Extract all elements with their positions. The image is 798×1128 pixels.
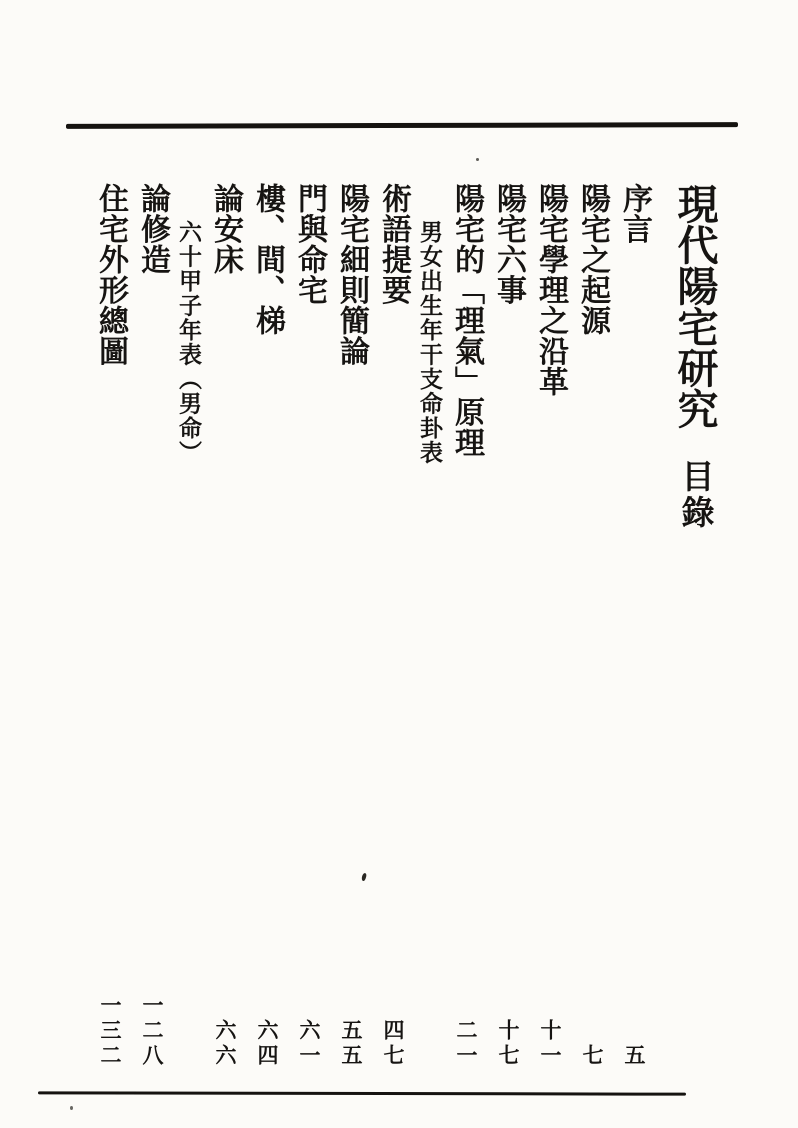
toc-entries xyxy=(89,183,655,1070)
toc-entry-title: 陽宅學理之沿革 xyxy=(534,183,567,397)
toc-heading: 目錄 xyxy=(676,459,713,531)
toc-entry-page-number: 十一 xyxy=(538,1019,562,1069)
toc-entry xyxy=(445,183,487,1070)
toc-entry-page-number: 六四 xyxy=(255,1019,279,1069)
toc-entry xyxy=(89,183,131,1070)
toc-entry xyxy=(487,183,529,1070)
bottom-rule xyxy=(38,1091,686,1095)
toc-entry xyxy=(288,183,330,1070)
scan-speck xyxy=(476,158,479,161)
toc-entry-title: 序言 xyxy=(618,183,651,244)
toc-entry-title: 樓、間、梯 xyxy=(251,183,284,336)
title-column xyxy=(655,183,735,1070)
toc-entry-page-number: 五五 xyxy=(339,1019,363,1069)
toc-entry-title: 六十甲子年表（男命） xyxy=(176,220,201,465)
toc-entry-page-number: 五 xyxy=(622,1044,646,1069)
toc-entry xyxy=(414,183,445,1070)
toc-entry-title: 陽宅細則簡論 xyxy=(335,183,368,366)
book-title: 現代陽宅研究 xyxy=(671,183,718,429)
toc-entry xyxy=(529,183,571,1070)
toc-entry-title: 男女出生年干支命卦表 xyxy=(417,220,442,465)
toc-entry xyxy=(204,183,246,1070)
toc-entry-page-number: 十七 xyxy=(496,1019,520,1069)
toc-entry xyxy=(330,183,372,1070)
toc-entry xyxy=(613,183,655,1070)
toc-entry-page-number: 一三二 xyxy=(98,994,122,1069)
toc-entry-title: 術語提要 xyxy=(377,183,410,305)
scan-speck xyxy=(70,1106,73,1110)
toc-entry xyxy=(173,183,204,1070)
toc-entry xyxy=(372,183,414,1070)
toc-entry xyxy=(571,183,613,1070)
toc-entry-page-number: 一二八 xyxy=(140,994,164,1069)
toc-entry-page-number: 四七 xyxy=(381,1019,405,1069)
toc-entry-title: 陽宅六事 xyxy=(492,183,525,305)
toc-entry xyxy=(131,183,173,1070)
toc-body xyxy=(89,183,735,1070)
toc-entry-title: 門與命宅 xyxy=(293,183,326,305)
toc-entry-title: 陽宅之起源 xyxy=(576,183,609,336)
top-rule xyxy=(66,122,738,129)
toc-entry-title: 論修造 xyxy=(136,183,169,275)
toc-entry-page-number: 六一 xyxy=(297,1019,321,1069)
toc-entry xyxy=(246,183,288,1070)
toc-entry-title: 住宅外形總圖 xyxy=(94,183,127,366)
toc-entry-title: 陽宅的「理氣」原理 xyxy=(450,183,483,458)
toc-entry-page-number: 二一 xyxy=(454,1019,478,1069)
toc-entry-page-number: 七 xyxy=(580,1044,604,1069)
toc-entry-title: 論安床 xyxy=(209,183,242,275)
toc-entry-page-number: 六六 xyxy=(213,1019,237,1069)
